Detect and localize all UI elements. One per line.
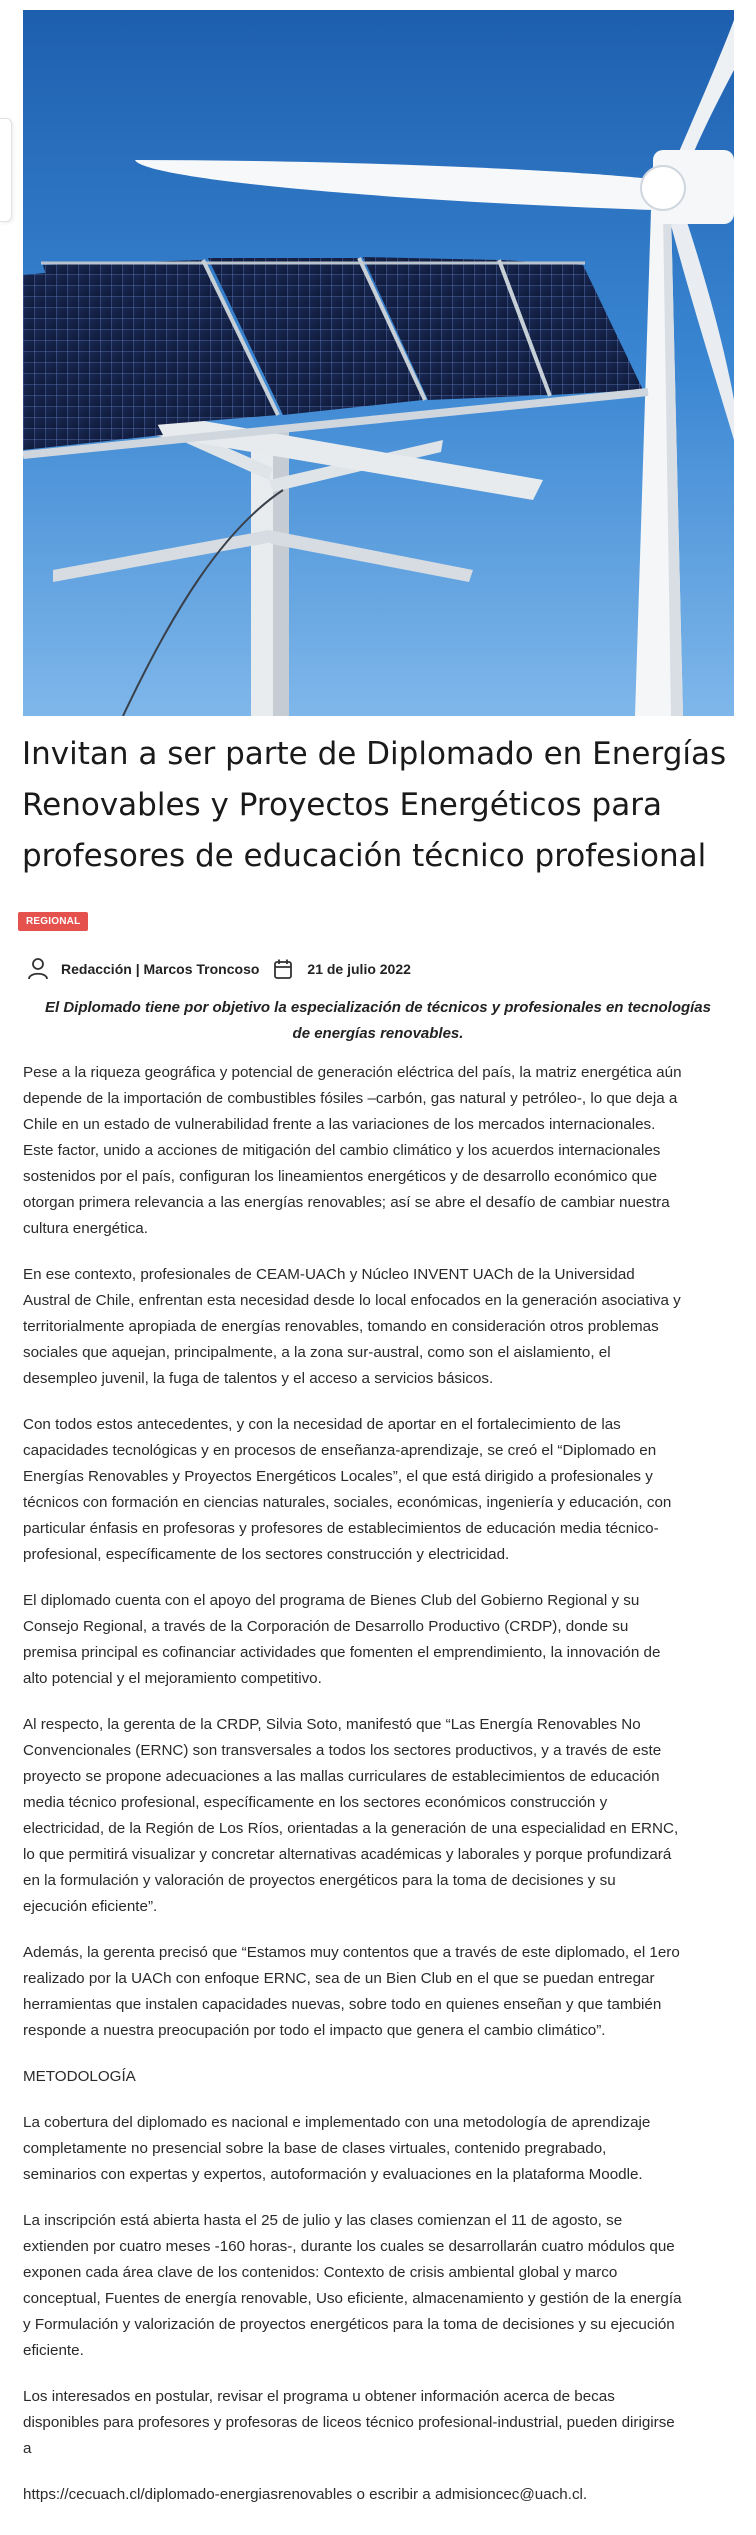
paragraph: Los interesados en postular, revisar el programa u obtener información acerca de becas disponibles para profesores y profesoras de liceos técnico profesional-industrial, pueden dirigirse a: [23, 2388, 675, 2457]
paragraph: En ese contexto, profesionales de CEAM-UACh y Núcleo INVENT UACh de la Universidad Austral de Chile, enfrentan esta necesidad desde lo local enfocados en la generación asociativa y territorialmente apropiada de energías renovables, tomando en consideración otros problemas sociales que aquejan, principalmente, a la zona sur-austral, como son el aislamiento, el desempleo juvenil, la fuga de talentos y el acceso a servicios básicos.: [23, 1266, 681, 1387]
paragraph: El diplomado cuenta con el apoyo del programa de Bienes Club del Gobierno Regional y su Consejo Regional, a través de la Corporación de Desarrollo Productivo (CRDP), donde su premisa principal es cofinanciar actividades que fomenten el emprendimiento, la innovación de alto potencial y el mejoramiento competitivo.: [23, 1592, 661, 1687]
paragraph: Además, la gerenta precisó que “Estamos muy contentos que a través de este diplomado, el 1ero realizado por la UACh con enfoque ERNC, sea de un Bien Club en el que se puedan entregar herramientas que instalen capacidades nuevas, sobre todo en quienes enseñan y que también responde a nuestra preocupación por todo el impacto que genera el cambio climático”.: [23, 1944, 680, 2039]
paragraph: Con todos estos antecedentes, y con la necesidad de aportar en el fortalecimiento de las capacidades tecnológicas y en procesos de enseñanza-aprendizaje, se creó el “Diplomado en Energías Renovables y Proyectos Energéticos Locales”, el que está dirigido a profesionales y técnicos con formación en ciencias naturales, sociales, económicas, ingeniería y educación, con particular énfasis en profesoras y profesores de establecimientos de educación media técnico-profesional, específicamente de los sectores construcción y electricidad.: [23, 1416, 672, 1563]
article-lead: El Diplomado tiene por objetivo la especialización de técnicos y profesionales en tecnologías de energías renovables.: [44, 999, 711, 1042]
paragraph: La inscripción está abierta hasta el 25 de julio y las clases comienzan el 11 de agosto, se extienden por cuatro meses -160 horas-, durante los cuales se desarrollarán cuatro módulos que exponen cada área clave de los contenidos: Contexto de crisis ambiental global y marco conceptual, Fuentes de energía renovable, Uso eficiente, almacenamiento y gestión de la energía y Formulación y valorización de proyectos energéticos para la toma de decisiones y su ejecución eficiente.: [23, 2212, 682, 2359]
article-body: [23, 1060, 683, 2528]
paragraph: Al respecto, la gerenta de la CRDP, Silvia Soto, manifestó que “Las Energía Renovables No Convencionales (ERNC) son transversales a todos los sectores productivos, y a través de este proyecto se propone adecuaciones a las mallas curriculares de establecimientos de educación media técnico profesional, específicamente en los sectores económicos construcción y electricidad, de la Región de Los Ríos, orientadas a la generación de una especialidad en ERNC, lo que permitirá visualizar y concretar alternativas académicas y laborales y porque profundizará en la formulación y valoración de proyectos energéticos para la toma de decisiones y su ejecución eficiente”.: [23, 1716, 679, 1915]
publish-date: 21 de julio 2022: [307, 961, 411, 977]
side-tab[interactable]: [0, 118, 12, 222]
section-heading: METODOLOGÍA: [23, 2068, 136, 2085]
article-meta: [27, 955, 411, 983]
category-badge[interactable]: REGIONAL: [18, 912, 88, 931]
paragraph: La cobertura del diplomado es nacional e implementado con una metodología de aprendizaje completamente no presencial sobre la base de clases virtuales, contenido pregrabado, seminarios con expertas y expertos, autoformación y evaluaciones en la plataforma Moodle.: [23, 2114, 651, 2183]
user-icon: [27, 957, 49, 981]
contact-paragraph[interactable]: https://cecuach.cl/diplomado-energiasrenovables o escribir a admisioncec@uach.cl.: [23, 2486, 588, 2503]
calendar-icon: [273, 958, 293, 980]
hero-image: [23, 10, 734, 716]
author-name[interactable]: Redacción | Marcos Troncoso: [61, 961, 260, 977]
paragraph: Pese a la riqueza geográfica y potencial de generación eléctrica del país, la matriz energética aún depende de la importación de combustibles fósiles –carbón, gas natural y petróleo-, lo que deja a Chile en un estado de vulnerabilidad frente a las variaciones de los mercados internacionales. Este factor, unido a acciones de mitigación del cambio climático y los acuerdos internacionales sostenidos por el país, configuran los lineamientos energéticos y de desarrollo económico que otorgan primera relevancia a las energías renovables; así se abre el desafío de cambiar nuestra cultura energética.: [23, 1064, 682, 1237]
article-title: Invitan a ser parte de Diplomado en Energías Renovables y Proyectos Energéticos para profesores de educación técnico profesional: [22, 736, 727, 874]
